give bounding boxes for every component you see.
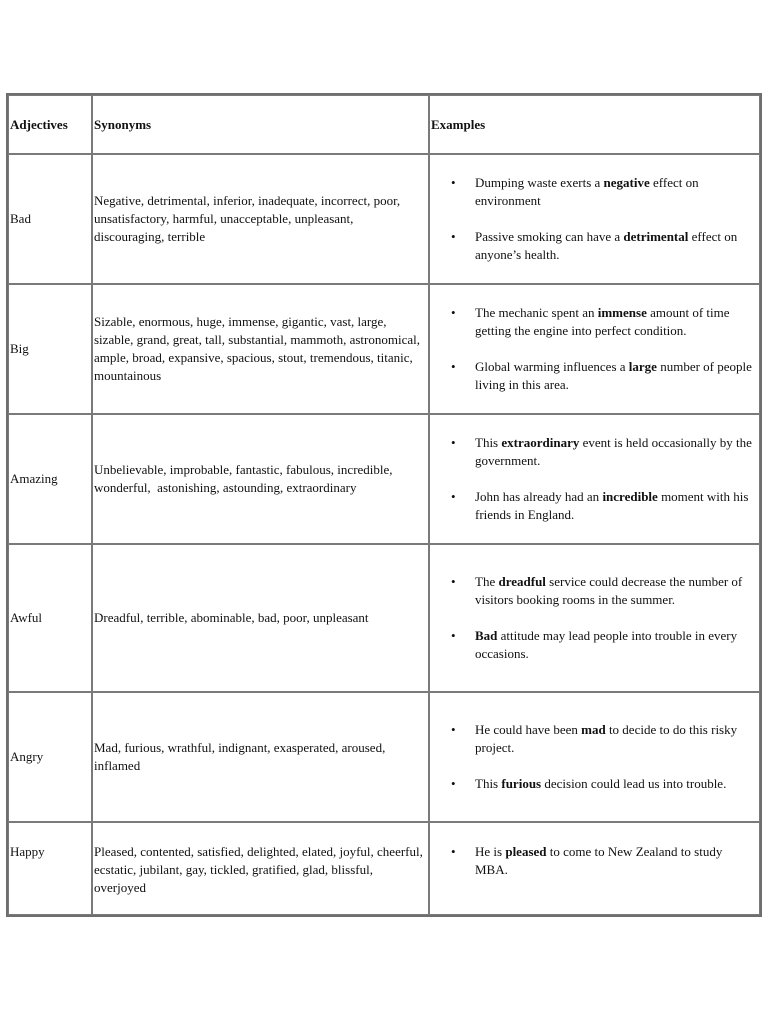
example-text-after: effect on anyone’s health. [475, 229, 738, 262]
example-text-after: event is held occasionally by the government. [475, 435, 752, 468]
example-keyword: detrimental [623, 229, 689, 244]
bullet-icon: • [451, 305, 456, 320]
adjective-cell: Happy [8, 822, 92, 915]
header-synonyms: Synonyms [92, 95, 429, 154]
example-item [451, 434, 753, 470]
examples-cell [429, 414, 760, 544]
table-row [8, 822, 760, 915]
examples-list [431, 721, 759, 793]
example-item [451, 304, 753, 340]
example-keyword: large [628, 359, 657, 374]
adjective-cell: Big [8, 284, 92, 414]
example-text-after: amount of time getting the engine into perfect condition. [475, 305, 730, 338]
example-text-before: The mechanic spent an [475, 305, 598, 320]
bullet-icon: • [451, 175, 456, 190]
example-text-before: He is [475, 844, 506, 859]
examples-cell [429, 284, 760, 414]
bullet-icon: • [451, 359, 456, 374]
table-row [8, 284, 760, 414]
bullet-icon: • [451, 489, 456, 504]
header-row [8, 95, 760, 154]
example-text-before: Passive smoking can have a [475, 229, 624, 244]
synonyms-cell: Pleased, contented, satisfied, delighted, elated, joyful, cheerful, ecstatic, jubilant, gay, tickled, gratified, glad, blissful, overjoyed [92, 822, 429, 915]
bullet-icon: • [451, 628, 456, 643]
example-text-before: This [475, 435, 502, 450]
example-keyword: furious [501, 776, 542, 791]
example-text-after: effect on environment [475, 175, 699, 208]
example-text-before: The [475, 574, 499, 589]
example-item [451, 228, 753, 264]
example-text-after: to come to New Zealand to study MBA. [475, 844, 723, 877]
example-item [451, 358, 753, 394]
example-text-after: decision could lead us into trouble. [541, 776, 727, 791]
examples-cell [429, 544, 760, 692]
example-text-before: John has already had an [475, 489, 603, 504]
adjective-cell: Bad [8, 154, 92, 284]
example-text-before: He could have been [475, 722, 582, 737]
synonyms-cell: Sizable, enormous, huge, immense, gigantic, vast, large, sizable, grand, great, tall, substantial, mammoth, astronomical, ample, broad, expansive, spacious, stout, tremendous, titanic, mountainous [92, 284, 429, 414]
example-item [451, 488, 753, 524]
example-text-before: Global warming influences a [475, 359, 629, 374]
synonyms-cell: Unbelievable, improbable, fantastic, fabulous, incredible, wonderful, astonishing, astounding, extraordinary [92, 414, 429, 544]
synonyms-cell: Negative, detrimental, inferior, inadequate, incorrect, poor, unsatisfactory, harmful, unacceptable, unpleasant, discouraging, terrible [92, 154, 429, 284]
example-item [451, 627, 753, 663]
bullet-icon: • [451, 435, 456, 450]
synonyms-table [6, 93, 762, 917]
adjective-cell: Awful [8, 544, 92, 692]
header-examples: Examples [429, 95, 760, 154]
example-keyword: mad [581, 722, 606, 737]
examples-list [431, 174, 759, 264]
example-keyword: Bad [475, 628, 498, 643]
synonyms-cell: Mad, furious, wrathful, indignant, exasperated, aroused, inflamed [92, 692, 429, 822]
example-text-before: Dumping waste exerts a [475, 175, 604, 190]
table-row [8, 154, 760, 284]
table-row [8, 414, 760, 544]
example-keyword: immense [597, 305, 647, 320]
example-item [451, 721, 753, 757]
example-keyword: pleased [505, 844, 547, 859]
bullet-icon: • [451, 229, 456, 244]
examples-cell [429, 822, 760, 915]
example-text-after: attitude may lead people into trouble in every occasions. [475, 628, 738, 661]
example-item [451, 775, 753, 793]
example-item [451, 843, 753, 879]
adjective-cell: Amazing [8, 414, 92, 544]
example-text-after: to decide to do this risky project. [475, 722, 738, 755]
examples-cell [429, 154, 760, 284]
examples-list [431, 304, 759, 394]
bullet-icon: • [451, 776, 456, 791]
bullet-icon: • [451, 722, 456, 737]
bullet-icon: • [451, 844, 456, 859]
examples-list [431, 573, 759, 663]
example-keyword: extraordinary [501, 435, 580, 450]
table-row [8, 544, 760, 692]
example-item [451, 573, 753, 609]
synonyms-cell: Dreadful, terrible, abominable, bad, poor, unpleasant [92, 544, 429, 692]
table-row [8, 692, 760, 822]
example-keyword: negative [603, 175, 650, 190]
bullet-icon: • [451, 574, 456, 589]
adjective-cell: Angry [8, 692, 92, 822]
example-text-after: moment with his friends in England. [475, 489, 749, 522]
header-adjectives: Adjectives [8, 95, 92, 154]
example-keyword: dreadful [498, 574, 546, 589]
example-text-before: This [475, 776, 502, 791]
example-text-after: service could decrease the number of visitors booking rooms in the summer. [475, 574, 743, 607]
examples-cell [429, 692, 760, 822]
example-text-after: number of people living in this area. [475, 359, 752, 392]
example-item [451, 174, 753, 210]
examples-list [431, 843, 759, 879]
examples-list [431, 434, 759, 524]
example-keyword: incredible [602, 489, 658, 504]
